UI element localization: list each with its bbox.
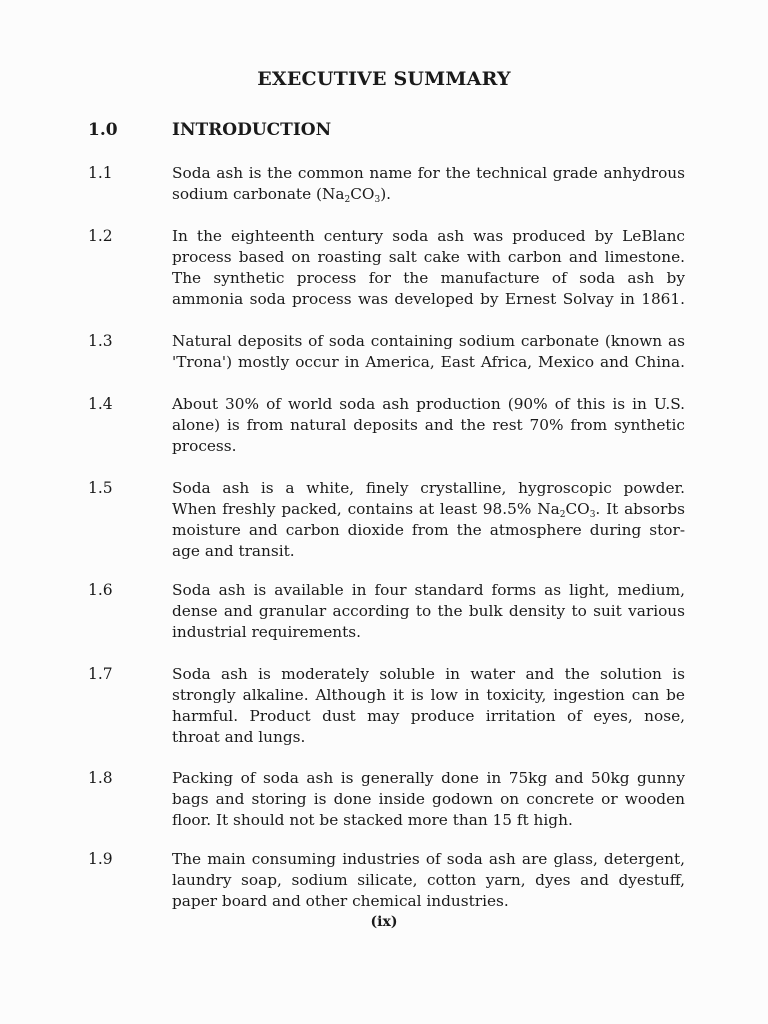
paragraph-line: sodium carbonate $(Na_2CO_3)$. <box>172 185 392 205</box>
paragraph-text <box>172 226 685 310</box>
paragraph-number: 1.1 <box>88 164 113 182</box>
paragraph-line: The synthetic process for the manufacture of soda ash by <box>172 269 685 287</box>
paragraph-number: 1.7 <box>88 665 113 683</box>
paragraph-line: process. <box>172 437 237 455</box>
page-title: EXECUTIVE SUMMARY <box>257 68 511 90</box>
chemical-formula: $Na_2CO_3$ <box>537 500 596 520</box>
paragraph-text <box>172 664 685 748</box>
paragraph-text <box>172 580 685 643</box>
page-number: (ix) <box>370 914 398 930</box>
paragraph-line: process based on roasting salt cake with carbon and limestone. <box>172 248 685 266</box>
paragraph-number: 1.5 <box>88 479 113 497</box>
paragraph-number: 1.4 <box>88 395 113 413</box>
paragraph-line: About 30% of world soda ash production (90% of this is in U.S. <box>172 395 685 413</box>
paragraph-line: harmful. Product dust may produce irritation of eyes, nose, <box>172 707 685 725</box>
paragraph-line: industrial requirements. <box>172 623 362 641</box>
paragraph-line: Packing of soda ash is generally done in 75kg and 50kg gunny <box>172 769 685 787</box>
paragraph-number: 1.9 <box>88 850 113 868</box>
paragraph-text <box>172 163 685 205</box>
paragraph-line: In the eighteenth century soda ash was produced by LeBlanc <box>172 227 685 245</box>
paragraph-line: age and transit. <box>172 542 295 560</box>
paragraph-number: 1.8 <box>88 769 113 787</box>
paragraph-line: laundry soap, sodium silicate, cotton yarn, dyes and dyestuff, <box>172 871 685 889</box>
paragraph-line: moisture and carbon dioxide from the atmosphere during stor- <box>172 521 685 539</box>
paragraph-line: dense and granular according to the bulk density to suit various <box>172 602 685 620</box>
paragraph-line: bags and storing is done inside godown on concrete or wooden <box>172 790 685 808</box>
paragraph-text <box>172 478 685 562</box>
paragraph-text <box>172 768 685 831</box>
section-number: 1.0 <box>88 120 118 140</box>
paragraph-line: The main consuming industries of soda ash are glass, detergent, <box>172 850 685 868</box>
paragraph-number: 1.6 <box>88 581 113 599</box>
paragraph-text <box>172 849 685 912</box>
paragraph-line: floor. It should not be stacked more than 15 ft high. <box>172 811 573 829</box>
paragraph-line: 'Trona') mostly occur in America, East Africa, Mexico and China. <box>172 353 685 371</box>
paragraph-line: Natural deposits of soda containing sodium carbonate (known as <box>172 332 685 350</box>
paragraph-line: Soda ash is a white, finely crystalline, hygroscopic powder. <box>172 479 685 497</box>
chemical-formula: $Na_2CO_3$ <box>321 185 381 205</box>
paragraph-line: strongly alkaline. Although it is low in toxicity, ingestion can be <box>172 686 685 704</box>
paragraph-line: paper board and other chemical industries. <box>172 892 509 910</box>
paragraph-line: throat and lungs. <box>172 728 306 746</box>
paragraph-line: When freshly packed, contains at least 98.5% $Na_2CO_3$. It absorbs <box>172 500 685 520</box>
section-label: INTRODUCTION <box>172 120 332 140</box>
paragraph-number: 1.3 <box>88 332 113 350</box>
paragraph-text <box>172 331 685 373</box>
paragraph-line: ammonia soda process was developed by Ernest Solvay in 1861. <box>172 290 685 308</box>
paragraph-line: Soda ash is moderately soluble in water and the solution is <box>172 665 685 683</box>
paragraph-line: alone) is from natural deposits and the rest 70% from synthetic <box>172 416 685 434</box>
paragraph-text <box>172 394 685 457</box>
paragraph-line: Soda ash is available in four standard forms as light, medium, <box>172 581 685 599</box>
paragraph-line: Soda ash is the common name for the technical grade anhydrous <box>172 164 685 182</box>
paragraph-number: 1.2 <box>88 227 113 245</box>
